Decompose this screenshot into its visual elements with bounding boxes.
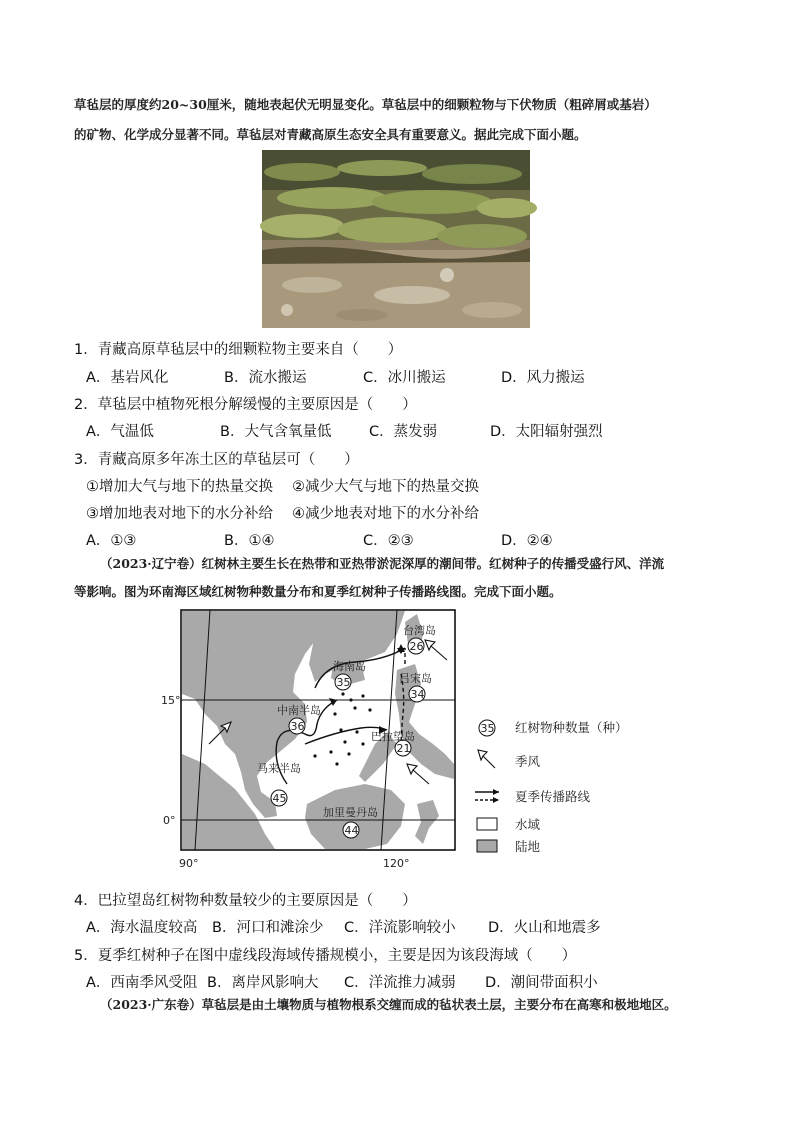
question-5-stem: 5．夏季红树种子在图中虚线段海域传播规模小，主要是因为该段海域（ ） [74,948,577,964]
legend-species-label: 红树物种数量（种） [515,720,628,735]
legend-monsoon-label: 季风 [515,754,541,769]
label-hainan: 海南岛 [333,660,366,673]
q5-option-c[interactable]: C．洋流推力减弱 [344,975,456,991]
label-kalimantan: 加里曼丹岛 [323,806,378,819]
svg-text:36: 36 [290,720,305,733]
svg-text:35: 35 [336,676,351,689]
q3-item-1: ①增加大气与地下的热量交换 [86,479,273,495]
q2-option-a[interactable]: A．气温低 [86,424,154,440]
count-kalimantan [343,822,359,838]
q3-item-4: ④减少地表对地下的水分补给 [292,506,479,522]
q2-option-c[interactable]: C．蒸发弱 [369,424,438,440]
question-2-stem: 2．草毡层中植物死根分解缓慢的主要原因是（ ） [74,397,417,413]
q3-item-2: ②减少大气与地下的热量交换 [292,479,479,495]
svg-text:21: 21 [396,742,411,755]
q4-option-c[interactable]: C．洋流影响较小 [344,920,456,936]
passage-line: （2023·广东卷）草毡层是由土壤物质与植物根系交缠而成的毡状表土层，主要分布在高寒和极地地区。 [100,997,677,1012]
count-hainan [335,674,351,690]
lon-120-label: 120° [383,857,410,870]
turf-layer-photo [262,150,530,328]
question-3-stem: 3．青藏高原多年冻土区的草毡层可（ ） [74,452,359,468]
q3-option-d[interactable]: D．②④ [501,533,553,549]
label-taiwan: 台湾岛 [403,624,436,637]
svg-text:45: 45 [272,792,287,805]
legend-water-label: 水域 [515,817,541,832]
q3-option-a[interactable]: A．①③ [86,533,137,549]
q3-option-b[interactable]: B．①④ [224,533,275,549]
q3-option-c[interactable]: C．②③ [363,533,414,549]
legend-route-label: 夏季传播路线 [515,789,591,804]
lat-15-label: 15° [161,694,181,707]
q3-item-3: ③增加地表对地下的水分补给 [86,506,273,522]
mangrove-map-figure [161,604,628,874]
count-indochina [289,718,305,734]
passage-intro-3 [100,991,760,1019]
lon-90-label: 90° [179,857,199,870]
q4-option-b[interactable]: B．河口和滩涂少 [212,920,324,936]
q1-option-b[interactable]: B．流水搬运 [224,370,307,386]
q5-option-d[interactable]: D．潮间带面积小 [485,975,598,991]
label-luzon: 吕宋岛 [399,672,432,685]
svg-text:34: 34 [410,688,425,701]
q5-option-a[interactable]: A．西南季风受阻 [86,975,198,991]
svg-text:26: 26 [409,640,424,653]
passage-intro-1 [74,90,734,150]
label-malay: 马来半岛 [257,762,301,775]
label-palawan: 巴拉望岛 [371,730,415,743]
map-legend [475,720,628,854]
q5-option-b[interactable]: B．离岸风影响大 [207,975,319,991]
q1-option-a[interactable]: A．基岩风化 [86,370,169,386]
count-taiwan [408,638,424,654]
svg-text:44: 44 [344,824,359,837]
passage-line: 的矿物、化学成分显著不同。草毡层对青藏高原生态安全具有重要意义。据此完成下面小题。 [74,127,587,142]
count-malay [271,790,287,806]
legend-count-sample: 35 [480,722,495,735]
q1-option-c[interactable]: C．冰川搬运 [363,370,446,386]
q2-option-b[interactable]: B．大气含氧量低 [220,424,332,440]
passage-line: （2023·辽宁卷）红树林主要生长在热带和亚热带淤泥深厚的潮间带。红树种子的传播受盛行风、洋流 [100,556,665,571]
legend-monsoon-icon [478,750,495,768]
q4-option-d[interactable]: D．火山和地震多 [488,920,601,936]
passage-intro-2 [74,550,760,606]
label-indochina: 中南半岛 [277,704,321,717]
count-luzon [409,686,425,702]
q4-option-a[interactable]: A．海水温度较高 [86,920,198,936]
q2-option-d[interactable]: D．太阳辐射强烈 [490,424,603,440]
q1-option-d[interactable]: D．风力搬运 [501,370,585,386]
question-4-stem: 4．巴拉望岛红树物种数量较少的主要原因是（ ） [74,893,417,909]
passage-line: 等影响。图为环南海区域红树物种数量分布和夏季红树种子传播路线图。完成下面小题。 [74,584,562,599]
passage-line: 草毡层的厚度约20~30厘米，随地表起伏无明显变化。草毡层中的细颗粒物与下伏物质（粗碎屑或基岩） [74,97,657,112]
legend-land-label: 陆地 [515,839,541,854]
lat-0-label: 0° [163,814,176,827]
question-1-stem: 1．青藏高原草毡层中的细颗粒物主要来自（ ） [74,342,403,358]
